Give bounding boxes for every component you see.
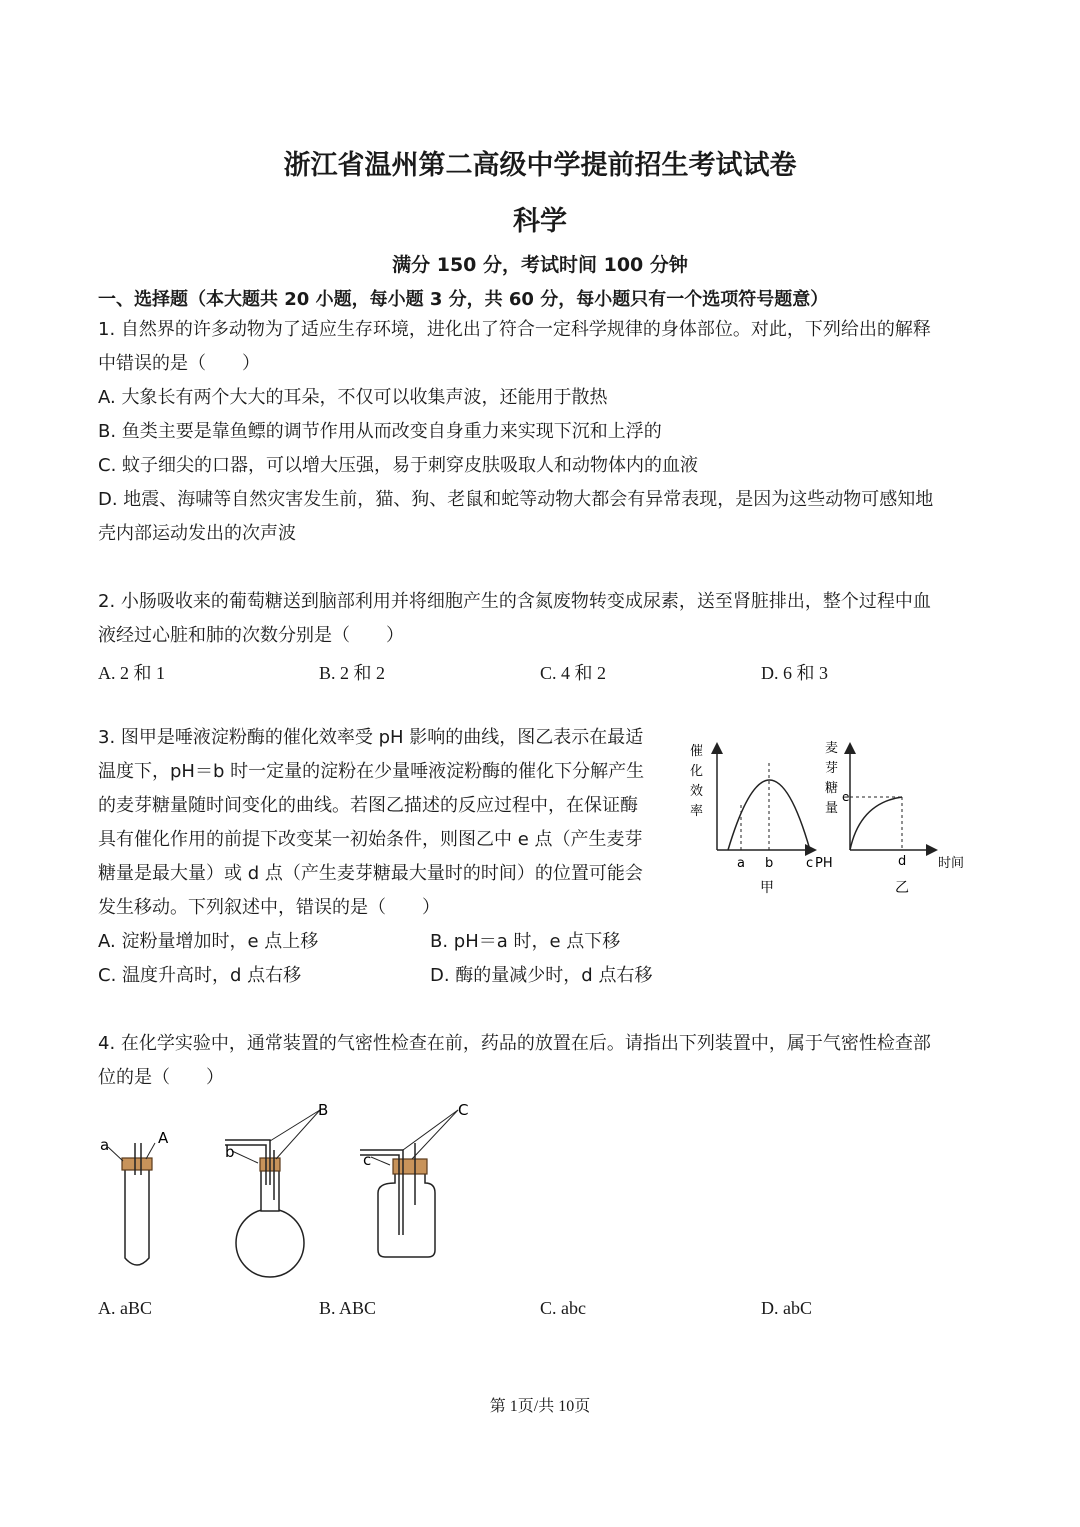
q1-option-d: D. 地震、海啸等自然灾害发生前，猫、狗、老鼠和蛇等动物大都会有异常表现，是因为这些动物可感知地: [98, 489, 934, 510]
q4-option-d: D. abC: [761, 1298, 812, 1318]
jia-ylabel-3: 效: [690, 784, 704, 799]
q4-option-b: B. ABC: [319, 1298, 377, 1318]
label-a: a: [100, 1136, 110, 1154]
page-number: 第 1页/共 10页: [489, 1398, 591, 1415]
q2-option-c: C. 4 和 2: [540, 663, 607, 683]
q3-stem-line-1: 3. 图甲是唾液淀粉酶的催化效率受 pH 影响的曲线，图乙表示在最适: [98, 727, 644, 748]
q1-stem-line-1: 1. 自然界的许多动物为了适应生存环境，进化出了符合一定科学规律的身体部位。对此，下列给出的解释: [98, 319, 931, 340]
round-flask: [225, 1101, 328, 1277]
q4-option-a: A. aBC: [98, 1298, 152, 1318]
wide-bottle: [360, 1101, 468, 1257]
jia-tick-b: b: [765, 856, 774, 871]
yi-ylabel-2: 芽: [825, 761, 839, 776]
q1-stem-line-2: 中错误的是（ ）: [98, 353, 260, 374]
q3-figure: [690, 735, 980, 900]
q1-option-c: C. 蚊子细尖的口器，可以增大压强，易于刺穿皮肤吸取人和动物体内的血液: [98, 455, 699, 476]
yi-caption: 乙: [895, 880, 909, 896]
q3-stem-line-2: 温度下，pH＝b 时一定量的淀粉在少量唾液淀粉酶的催化下分解产生: [98, 761, 645, 782]
score-time: 满分 150 分，考试时间 100 分钟: [392, 254, 688, 276]
figure-jia: [690, 743, 833, 896]
q1-option-a: A. 大象长有两个大大的耳朵，不仅可以收集声波，还能用于散热: [98, 387, 608, 408]
q2-stem-line-1: 2. 小肠吸收来的葡萄糖送到脑部利用并将细胞产生的含氮废物转变成尿素，送至肾脏排出，整个过程中血: [98, 591, 931, 612]
section-heading: 一、选择题（本大题共 20 小题，每小题 3 分，共 60 分，每小题只有一个选项符号题意）: [98, 289, 829, 310]
q3-option-b: B. pH＝a 时，e 点下移: [430, 931, 621, 952]
q1-option-d-cont: 壳内部运动发出的次声波: [98, 523, 296, 544]
q4-option-c: C. abc: [540, 1298, 586, 1318]
jia-tick-a: a: [737, 856, 745, 871]
q4-stem-line-2: 位的是（ ）: [98, 1067, 224, 1088]
yi-e-label: e: [842, 790, 850, 804]
q2-stem-line-2: 液经过心脏和肺的次数分别是（ ）: [98, 625, 404, 646]
jia-ylabel-4: 率: [690, 804, 704, 819]
yi-curve: [850, 797, 902, 850]
jia-tick-c: c: [806, 856, 814, 871]
yi-xlabel: 时间: [938, 856, 965, 871]
yi-ylabel-1: 麦: [825, 741, 839, 756]
yi-d-label: d: [898, 854, 907, 869]
q3-stem-line-6: 发生移动。下列叙述中，错误的是（ ）: [98, 897, 440, 918]
jia-caption: 甲: [760, 880, 774, 896]
q2-option-d: D. 6 和 3: [761, 663, 828, 683]
q3-option-a: A. 淀粉量增加时，e 点上移: [98, 931, 319, 952]
figure-yi: [825, 740, 964, 896]
jia-curve: [728, 780, 810, 850]
label-c: c: [363, 1151, 372, 1169]
label-b: b: [225, 1143, 235, 1161]
q2-option-b: B. 2 和 2: [319, 663, 386, 683]
label-B: B: [318, 1101, 329, 1119]
test-tube: [100, 1129, 169, 1265]
jia-ylabel-1: 催: [690, 744, 704, 759]
q4-stem-line-1: 4. 在化学实验中，通常装置的气密性检查在前，药品的放置在后。请指出下列装置中，属于气密性检查部: [98, 1033, 931, 1054]
yi-ylabel-3: 糖: [825, 781, 839, 796]
yi-ylabel-4: 量: [825, 801, 839, 816]
q3-stem-line-4: 具有催化作用的前提下改变某一初始条件，则图乙中 e 点（产生麦芽: [98, 829, 643, 850]
jia-ylabel-2: 化: [690, 764, 704, 779]
q1-option-b: B. 鱼类主要是靠鱼鳔的调节作用从而改变自身重力来实现下沉和上浮的: [98, 421, 662, 442]
q4-apparatus-figure: [90, 1095, 490, 1285]
q3-stem-line-5: 糖量是最大量）或 d 点（产生麦芽糖最大量时的时间）的位置可能会: [98, 863, 643, 884]
exam-title: 浙江省温州第二高级中学提前招生考试试卷: [283, 150, 797, 181]
label-A: A: [158, 1129, 169, 1147]
label-C: C: [458, 1101, 469, 1119]
subject-title: 科学: [513, 206, 567, 237]
q3-stem-line-3: 的麦芽糖量随时间变化的曲线。若图乙描述的反应过程中，在保证酶: [98, 795, 638, 816]
jia-xlabel: PH: [815, 856, 833, 871]
q3-option-c: C. 温度升高时，d 点右移: [98, 965, 302, 986]
q2-option-a: A. 2 和 1: [98, 663, 165, 683]
q3-option-d: D. 酶的量减少时，d 点右移: [430, 965, 653, 986]
